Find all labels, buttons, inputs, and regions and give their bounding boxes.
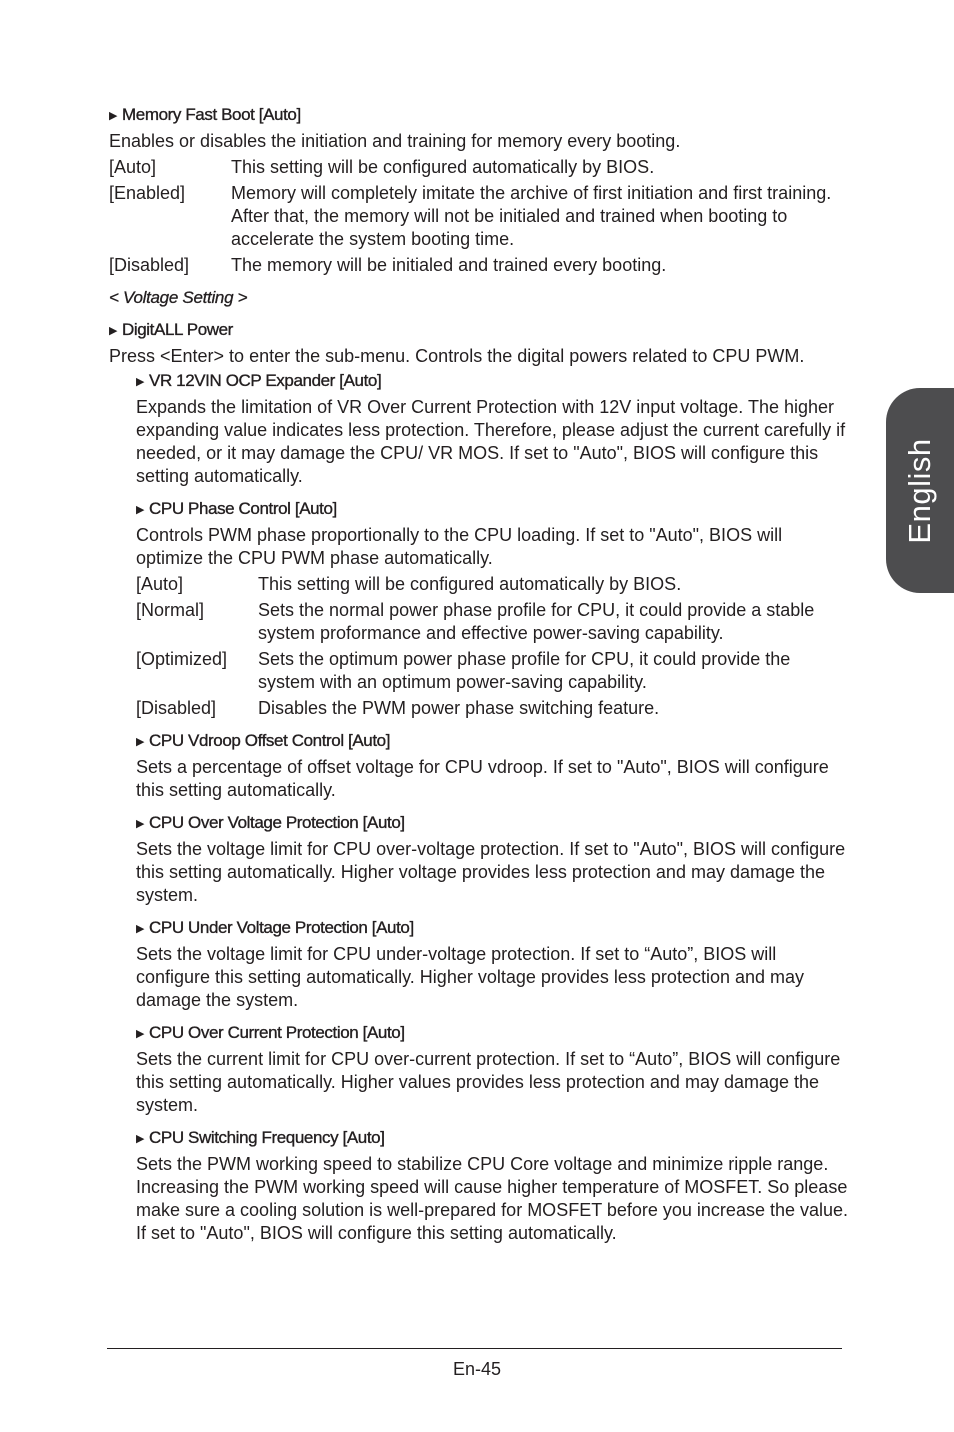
memory-fast-boot-description: Enables or disables the initiation and training for memory every booting. [109, 131, 681, 151]
arrow-right-icon: ▶ [136, 818, 145, 830]
option-row [136, 648, 849, 694]
arrow-right-icon: ▶ [136, 504, 145, 516]
arrow-right-icon: ▶ [109, 110, 118, 122]
option-value: This setting will be configured automatically by BIOS. [258, 574, 682, 594]
option-value: This setting will be configured automatically by BIOS. [231, 157, 655, 177]
vr-12vin-ocp-description: Expands the limitation of VR Over Current Protection with 12V input voltage. The higher expanding value indicates less protection. Therefore, please adjust the current carefully if needed, or it may damage the CPU/ VR MOS. If set to "Auto", BIOS will configure this setting automatically. [136, 397, 846, 486]
option-key: [Disabled] [136, 698, 217, 718]
cpu-over-voltage-description: Sets the voltage limit for CPU over-voltage protection. If set to "Auto", BIOS will configure this setting automatically. Higher voltage provides less protection and may damage the system. [136, 839, 846, 905]
cpu-phase-control-heading: ▶ CPU Phase Control [Auto] [136, 498, 849, 521]
option-key: [Disabled] [109, 255, 190, 275]
arrow-right-icon: ▶ [136, 736, 145, 748]
memory-fast-boot-heading: ▶ Memory Fast Boot [Auto] [109, 104, 849, 127]
voltage-setting-title: < Voltage Setting > [109, 288, 248, 307]
option-key: [Auto] [136, 574, 184, 594]
option-row [109, 254, 849, 277]
cpu-vdroop-offset-heading: ▶ CPU Vdroop Offset Control [Auto] [136, 730, 849, 753]
option-row [109, 182, 849, 251]
arrow-right-icon: ▶ [109, 325, 118, 337]
manual-page-content [109, 104, 849, 1247]
arrow-right-icon: ▶ [136, 1028, 145, 1040]
arrow-right-icon: ▶ [136, 376, 145, 388]
option-row [136, 697, 849, 720]
language-side-tab-label: English [902, 437, 937, 544]
option-key: [Optimized] [136, 649, 228, 669]
option-value: Sets the normal power phase profile for CPU, it could provide a stable system proformance and effective power-saving capability. [258, 600, 815, 643]
option-row [136, 573, 849, 596]
footer-divider [107, 1348, 842, 1349]
digitall-power-heading: ▶ DigitALL Power [109, 319, 849, 342]
cpu-switching-frequency-description: Sets the PWM working speed to stabilize CPU Core voltage and minimize ripple range. Increasing the PWM working speed will cause higher temperature of MOSFET. So please make sure a cooling solution is well-prepared for MOSFET before you increase the value. If set to "Auto", BIOS will configure this setting automatically. [136, 1154, 849, 1243]
cpu-under-voltage-heading: ▶ CPU Under Voltage Protection [Auto] [136, 917, 849, 940]
vr-12vin-ocp-heading: ▶ VR 12VIN OCP Expander [Auto] [136, 370, 849, 393]
option-key: [Normal] [136, 600, 205, 620]
cpu-phase-control-description: Controls PWM phase proportionally to the CPU loading. If set to "Auto", BIOS will optimize the CPU PWM phase automatically. [136, 525, 783, 568]
cpu-under-voltage-description: Sets the voltage limit for CPU under-voltage protection. If set to “Auto”, BIOS will configure this setting automatically. Higher voltage provides less protection and may damage the system. [136, 944, 805, 1010]
option-key: [Enabled] [109, 183, 186, 203]
page-number: En-45 [452, 1359, 502, 1379]
option-key: [Auto] [109, 157, 157, 177]
language-side-tab [886, 388, 954, 593]
option-value: Disables the PWM power phase switching feature. [258, 698, 660, 718]
cpu-vdroop-offset-description: Sets a percentage of offset voltage for CPU vdroop. If set to "Auto", BIOS will configure this setting automatically. [136, 757, 829, 800]
cpu-over-voltage-heading: ▶ CPU Over Voltage Protection [Auto] [136, 812, 849, 835]
option-row [109, 156, 849, 179]
option-value: Memory will completely imitate the archive of first initiation and first training. After that, the memory will not be initialed and trained when booting to accelerate the system booting time. [231, 183, 832, 249]
cpu-switching-frequency-heading: ▶ CPU Switching Frequency [Auto] [136, 1127, 849, 1150]
option-row [136, 599, 849, 645]
cpu-over-current-description: Sets the current limit for CPU over-current protection. If set to “Auto”, BIOS will configure this setting automatically. Higher values provides less protection and may damage the system. [136, 1049, 841, 1115]
arrow-right-icon: ▶ [136, 923, 145, 935]
digitall-power-description: Press <Enter> to enter the sub-menu. Controls the digital powers related to CPU PWM. [109, 346, 805, 366]
digitall-power-submenu [136, 370, 849, 1245]
cpu-over-current-heading: ▶ CPU Over Current Protection [Auto] [136, 1022, 849, 1045]
option-value: Sets the optimum power phase profile for CPU, it could provide the system with an optimum power-saving capability. [258, 649, 791, 692]
arrow-right-icon: ▶ [136, 1133, 145, 1145]
option-value: The memory will be initialed and trained every booting. [231, 255, 667, 275]
